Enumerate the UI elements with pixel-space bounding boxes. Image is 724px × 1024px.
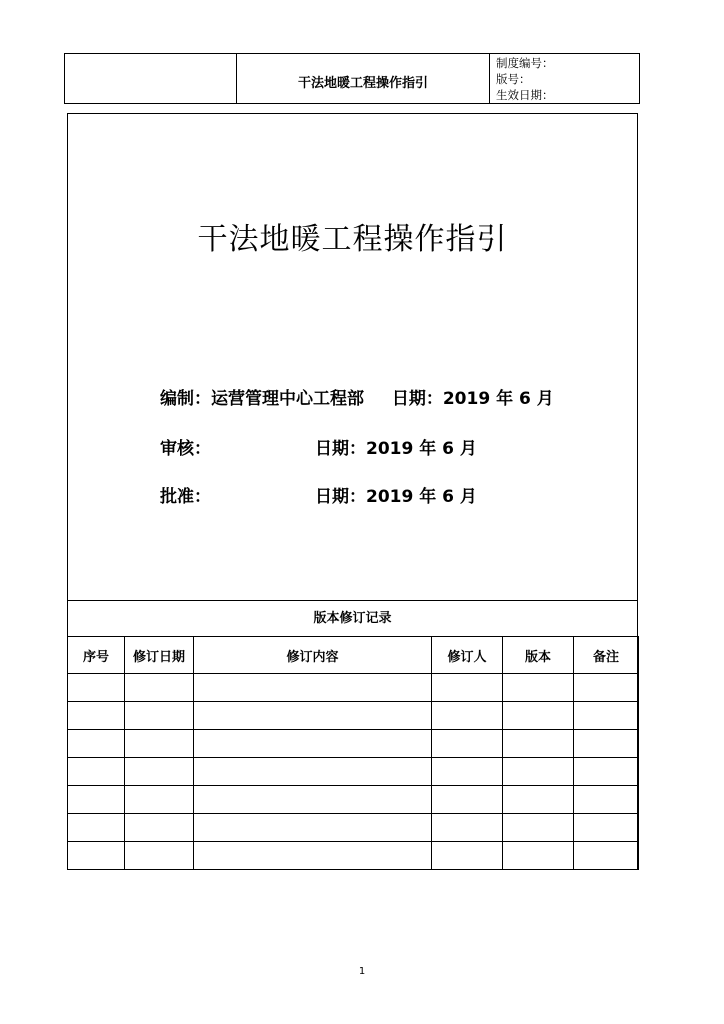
table-cell — [574, 674, 639, 702]
table-cell — [432, 842, 503, 870]
table-cell — [432, 758, 503, 786]
col-header-remarks: 备注 — [574, 637, 639, 674]
table-cell — [68, 814, 125, 842]
table-cell — [125, 814, 194, 842]
header-title: 干法地暖工程操作指引 — [237, 54, 490, 103]
table-cell — [125, 674, 194, 702]
table-cell — [194, 814, 432, 842]
table-cell — [194, 702, 432, 730]
table-cell — [503, 730, 574, 758]
header-logo-cell — [65, 54, 237, 103]
table-cell — [574, 702, 639, 730]
table-cell — [125, 786, 194, 814]
table-row — [68, 730, 639, 758]
table-cell — [574, 814, 639, 842]
table-cell — [574, 758, 639, 786]
doc-number-label: 制度编号： — [496, 56, 554, 70]
approved-line — [160, 482, 477, 507]
table-cell — [194, 674, 432, 702]
table-row — [68, 814, 639, 842]
approved-label: 批准： — [160, 487, 211, 507]
table-cell — [194, 786, 432, 814]
table-cell — [432, 730, 503, 758]
table-cell — [68, 730, 125, 758]
table-cell — [68, 786, 125, 814]
table-cell — [194, 842, 432, 870]
table-cell — [68, 842, 125, 870]
reviewed-line — [160, 434, 477, 459]
table-cell — [68, 674, 125, 702]
col-header-date: 修订日期 — [125, 637, 194, 674]
revision-table — [67, 636, 639, 870]
reviewed-label: 审核： — [160, 439, 211, 459]
col-header-version: 版本 — [503, 637, 574, 674]
table-cell — [432, 674, 503, 702]
table-row — [68, 702, 639, 730]
compiled-label: 编制：运营管理中心工程部 — [160, 389, 364, 409]
header-meta — [490, 54, 639, 103]
table-cell — [574, 842, 639, 870]
table-cell — [125, 842, 194, 870]
table-cell — [68, 702, 125, 730]
table-row — [68, 758, 639, 786]
table-cell — [574, 786, 639, 814]
reviewed-date: 日期：2019 年 6 月 — [315, 439, 477, 459]
revision-record-title: 版本修订记录 — [68, 600, 637, 637]
table-cell — [503, 842, 574, 870]
page-number: 1 — [358, 966, 366, 977]
table-cell — [194, 730, 432, 758]
revision-table-header — [68, 637, 639, 674]
table-row — [68, 674, 639, 702]
effective-date-label: 生效日期： — [496, 88, 554, 102]
table-row — [68, 842, 639, 870]
table-cell — [503, 674, 574, 702]
col-header-content: 修订内容 — [194, 637, 432, 674]
table-cell — [125, 702, 194, 730]
col-header-reviser: 修订人 — [432, 637, 503, 674]
compiled-date: 日期：2019 年 6 月 — [391, 389, 554, 409]
revision-table-body — [68, 674, 639, 870]
table-row — [68, 786, 639, 814]
compiled-line — [160, 384, 554, 409]
table-cell — [432, 786, 503, 814]
table-cell — [125, 730, 194, 758]
approved-date: 日期：2019 年 6 月 — [315, 487, 477, 507]
table-cell — [503, 814, 574, 842]
document-header — [64, 53, 640, 104]
version-label: 版号： — [496, 72, 531, 86]
cover-page-frame — [67, 113, 638, 870]
cover-title: 干法地暖工程操作指引 — [197, 222, 508, 257]
table-cell — [432, 814, 503, 842]
table-cell — [574, 730, 639, 758]
table-cell — [68, 758, 125, 786]
col-header-seq: 序号 — [68, 637, 125, 674]
table-cell — [503, 786, 574, 814]
table-cell — [432, 702, 503, 730]
table-cell — [503, 702, 574, 730]
table-cell — [503, 758, 574, 786]
table-cell — [125, 758, 194, 786]
table-cell — [194, 758, 432, 786]
